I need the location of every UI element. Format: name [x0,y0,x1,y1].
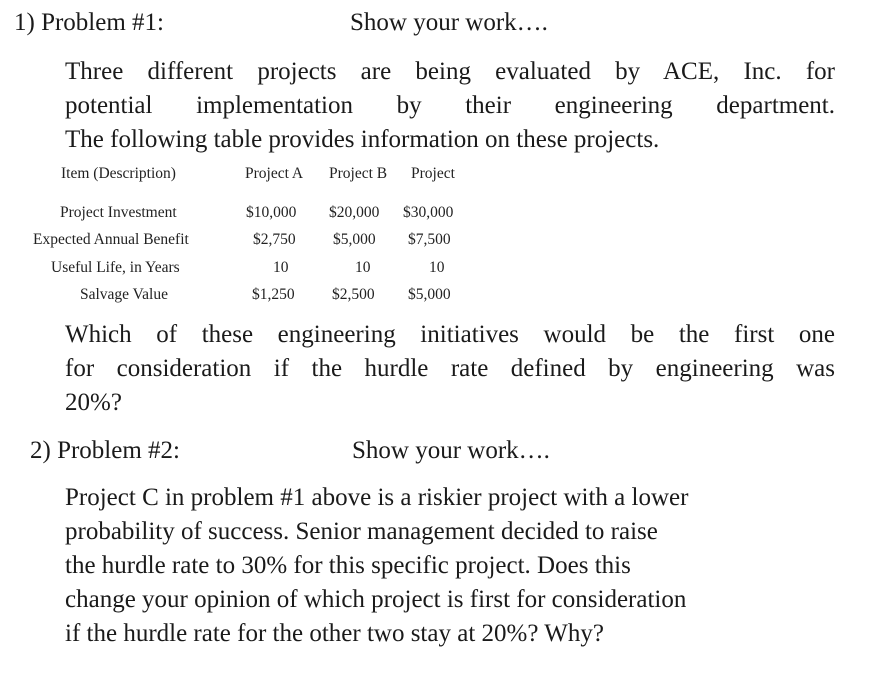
table-cell: $30,000 [403,204,454,221]
table-row-label: Salvage Value [80,286,168,303]
question-line: for consideration if the hurdle rate defined by engineering was [65,355,835,382]
table-row-label: Useful Life, in Years [51,259,180,276]
problem-1-label: 1) Problem #1: [14,9,164,36]
table-cell: $10,000 [246,204,297,221]
table-cell: $20,000 [329,204,380,221]
table-cell: $5,000 [333,231,376,248]
body-line: Project C in problem #1 above is a riskier project with a lower [65,484,689,511]
table-cell: $2,750 [253,231,296,248]
table-header-project-a: Project A [245,165,304,182]
intro-line: Three different projects are being evaluated by ACE, Inc. for [65,58,835,85]
table-header-item: Item (Description) [61,165,176,182]
body-line: probability of success. Senior management decided to raise [65,518,658,545]
table-header-project-b: Project B [329,165,388,182]
table-cell: 10 [273,259,289,276]
table-cell: $2,500 [332,286,375,303]
question-line: 20%? [65,389,122,416]
table-cell: 10 [429,259,445,276]
problem-2-body [65,481,835,651]
table-cell: 10 [355,259,371,276]
problem-1-show-work: Show your work…. [350,9,548,36]
intro-line: potential implementation by their engineering department. [65,92,835,119]
problem-2-show-work: Show your work…. [352,437,550,464]
problem-1-intro [65,55,835,157]
body-line: the hurdle rate to 30% for this specific project. Does this [65,552,631,579]
intro-line: The following table provides information on these projects. [65,126,660,153]
table-cell: $1,250 [252,286,295,303]
table-cell: $7,500 [408,231,451,248]
body-line: if the hurdle rate for the other two stay at 20%? Why? [65,620,604,647]
table-row-label: Expected Annual Benefit [33,231,189,248]
problem-2-label: 2) Problem #2: [30,437,180,464]
problem-1-question [65,318,835,420]
body-line: change your opinion of which project is first for consideration [65,586,687,613]
table-header-project-c: Project [411,165,455,182]
table-cell: $5,000 [408,286,451,303]
table-row-label: Project Investment [60,204,177,221]
question-line: Which of these engineering initiatives would be the first one [65,321,835,348]
